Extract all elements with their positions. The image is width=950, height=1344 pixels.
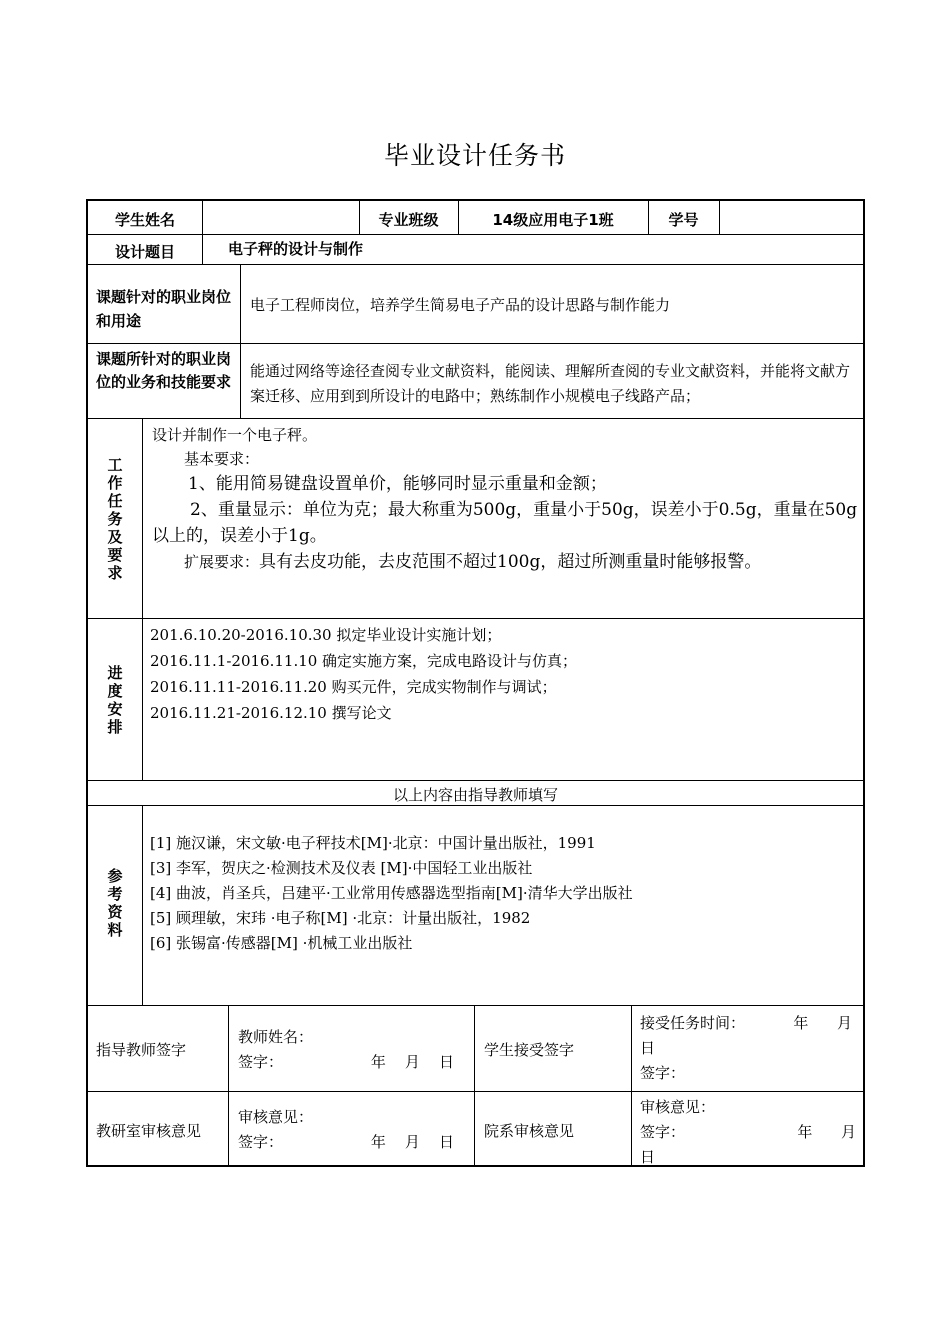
col-divider bbox=[142, 805, 143, 1005]
major-class-label: 专业班级 bbox=[378, 211, 439, 229]
reference-item: [1] 施汉谦，宋文敏·电子秤技术[M]·北京：中国计量出版社，1991 bbox=[150, 834, 596, 852]
task-line: 1、能用简易键盘设置单价，能够同时显示重量和金额； bbox=[188, 474, 607, 494]
accept-date: 年 月 bbox=[793, 1014, 852, 1032]
dept-review-block bbox=[640, 1095, 860, 1170]
teacher-sign-block bbox=[238, 1025, 470, 1075]
row-divider bbox=[88, 618, 863, 619]
row-divider bbox=[88, 780, 863, 781]
teacher-sign-date: 年 月 日 bbox=[370, 1053, 454, 1071]
col-divider bbox=[202, 234, 203, 264]
job-position-value: 电子工程师岗位，培养学生简易电子产品的设计思路与制作能力 bbox=[250, 296, 671, 314]
office-review-opinion-label: 审核意见： bbox=[238, 1108, 314, 1126]
office-review-label: 教研室审核意见 bbox=[96, 1122, 202, 1140]
page-title: 毕业设计任务书 bbox=[383, 141, 566, 170]
dept-day: 日 bbox=[640, 1148, 656, 1166]
task-line: 具有去皮功能，去皮范围不超过100g，超过所测重量时能够报警。 bbox=[259, 552, 762, 572]
task-line: 2、重量显示：单位为克；最大称重为500g，重量小于50g，误差小于0.5g，重量在50g以上的，误差小于1g。 bbox=[152, 500, 858, 546]
row-divider bbox=[88, 343, 863, 344]
reference-item: [6] 张锡富·传感器[M] ·机械工业出版社 bbox=[150, 934, 413, 952]
row-divider bbox=[88, 264, 863, 265]
row-divider bbox=[88, 234, 863, 235]
col-divider bbox=[474, 1005, 475, 1167]
schedule-label: 进度安排 bbox=[107, 664, 123, 736]
student-accept-label: 学生接受签字 bbox=[484, 1041, 575, 1059]
student-sign-label: 签字： bbox=[640, 1064, 686, 1082]
task-line-prefix: 扩展要求： bbox=[184, 553, 260, 571]
dept-review-opinion-label: 审核意见： bbox=[640, 1098, 716, 1116]
reference-item: [3] 李军，贺庆之·检测技术及仪表 [M]·中国轻工业出版社 bbox=[150, 859, 533, 877]
accept-time-label: 接受任务时间： bbox=[640, 1014, 746, 1032]
row-divider bbox=[88, 1005, 863, 1006]
tasks-content bbox=[152, 423, 858, 575]
row-divider bbox=[88, 418, 863, 419]
teacher-sign-label: 签字： bbox=[238, 1053, 284, 1071]
filled-by-note: 以上内容由指导教师填写 bbox=[392, 786, 558, 804]
col-divider bbox=[142, 418, 143, 780]
topic-value: 电子秤的设计与制作 bbox=[228, 240, 364, 258]
accept-day: 日 bbox=[640, 1039, 656, 1057]
office-sign-label: 签字： bbox=[238, 1133, 284, 1151]
schedule-item: 2016.11.21-2016.12.10 撰写论文 bbox=[150, 704, 392, 722]
schedule-list bbox=[150, 622, 858, 726]
topic-label: 设计题目 bbox=[114, 243, 175, 261]
schedule-item: 2016.11.11-2016.11.20 购买元件，完成实物制作与调试； bbox=[150, 678, 557, 696]
tasks-label: 工作任务及要求 bbox=[107, 456, 123, 582]
job-position-label: 课题针对的职业岗位和用途 bbox=[96, 288, 232, 330]
references-label: 参考资料 bbox=[107, 867, 123, 939]
task-form-table bbox=[86, 199, 865, 1167]
office-sign-date: 年 月 日 bbox=[370, 1133, 454, 1151]
office-review-block bbox=[238, 1105, 470, 1155]
dept-review-label: 院系审核意见 bbox=[484, 1122, 575, 1140]
col-divider bbox=[228, 1005, 229, 1167]
col-divider bbox=[202, 201, 203, 234]
row-divider bbox=[88, 805, 863, 806]
col-divider bbox=[240, 264, 241, 418]
dept-sign-label: 签字： bbox=[640, 1123, 686, 1141]
schedule-item: 201.6.10.20-2016.10.30 拟定毕业设计实施计划； bbox=[150, 626, 502, 644]
advisor-sign-label: 指导教师签字 bbox=[96, 1041, 187, 1059]
col-divider bbox=[719, 201, 720, 234]
skill-requirements-label: 课题所针对的职业岗位的业务和技能要求 bbox=[96, 350, 232, 391]
references-list bbox=[150, 831, 858, 956]
teacher-name-label: 教师姓名： bbox=[238, 1028, 314, 1046]
accept-time-block bbox=[640, 1011, 860, 1086]
task-line: 基本要求： bbox=[184, 450, 260, 468]
major-class-value: 14级应用电子1班 bbox=[492, 211, 614, 229]
student-id-label: 学号 bbox=[668, 211, 699, 229]
dept-date: 年 月 bbox=[797, 1123, 856, 1141]
schedule-item: 2016.11.1-2016.11.10 确定实施方案，完成电路设计与仿真； bbox=[150, 652, 578, 670]
reference-item: [5] 顾理敏，宋玮 ·电子称[M] ·北京：计量出版社，1982 bbox=[150, 909, 531, 927]
reference-item: [4] 曲波，肖圣兵，吕建平·工业常用传感器选型指南[M]·清华大学出版社 bbox=[150, 884, 633, 902]
student-name-label: 学生姓名 bbox=[114, 211, 175, 229]
skill-requirements-value: 能通过网络等途径查阅专业文献资料，能阅读、理解所查阅的专业文献资料，并能将文献方案迁移、应用到到所设计的电路中；熟练制作小规模电子线路产品； bbox=[250, 362, 851, 405]
task-line: 设计并制作一个电子秤。 bbox=[152, 426, 318, 444]
row-divider bbox=[88, 1091, 863, 1092]
col-divider bbox=[631, 1005, 632, 1167]
